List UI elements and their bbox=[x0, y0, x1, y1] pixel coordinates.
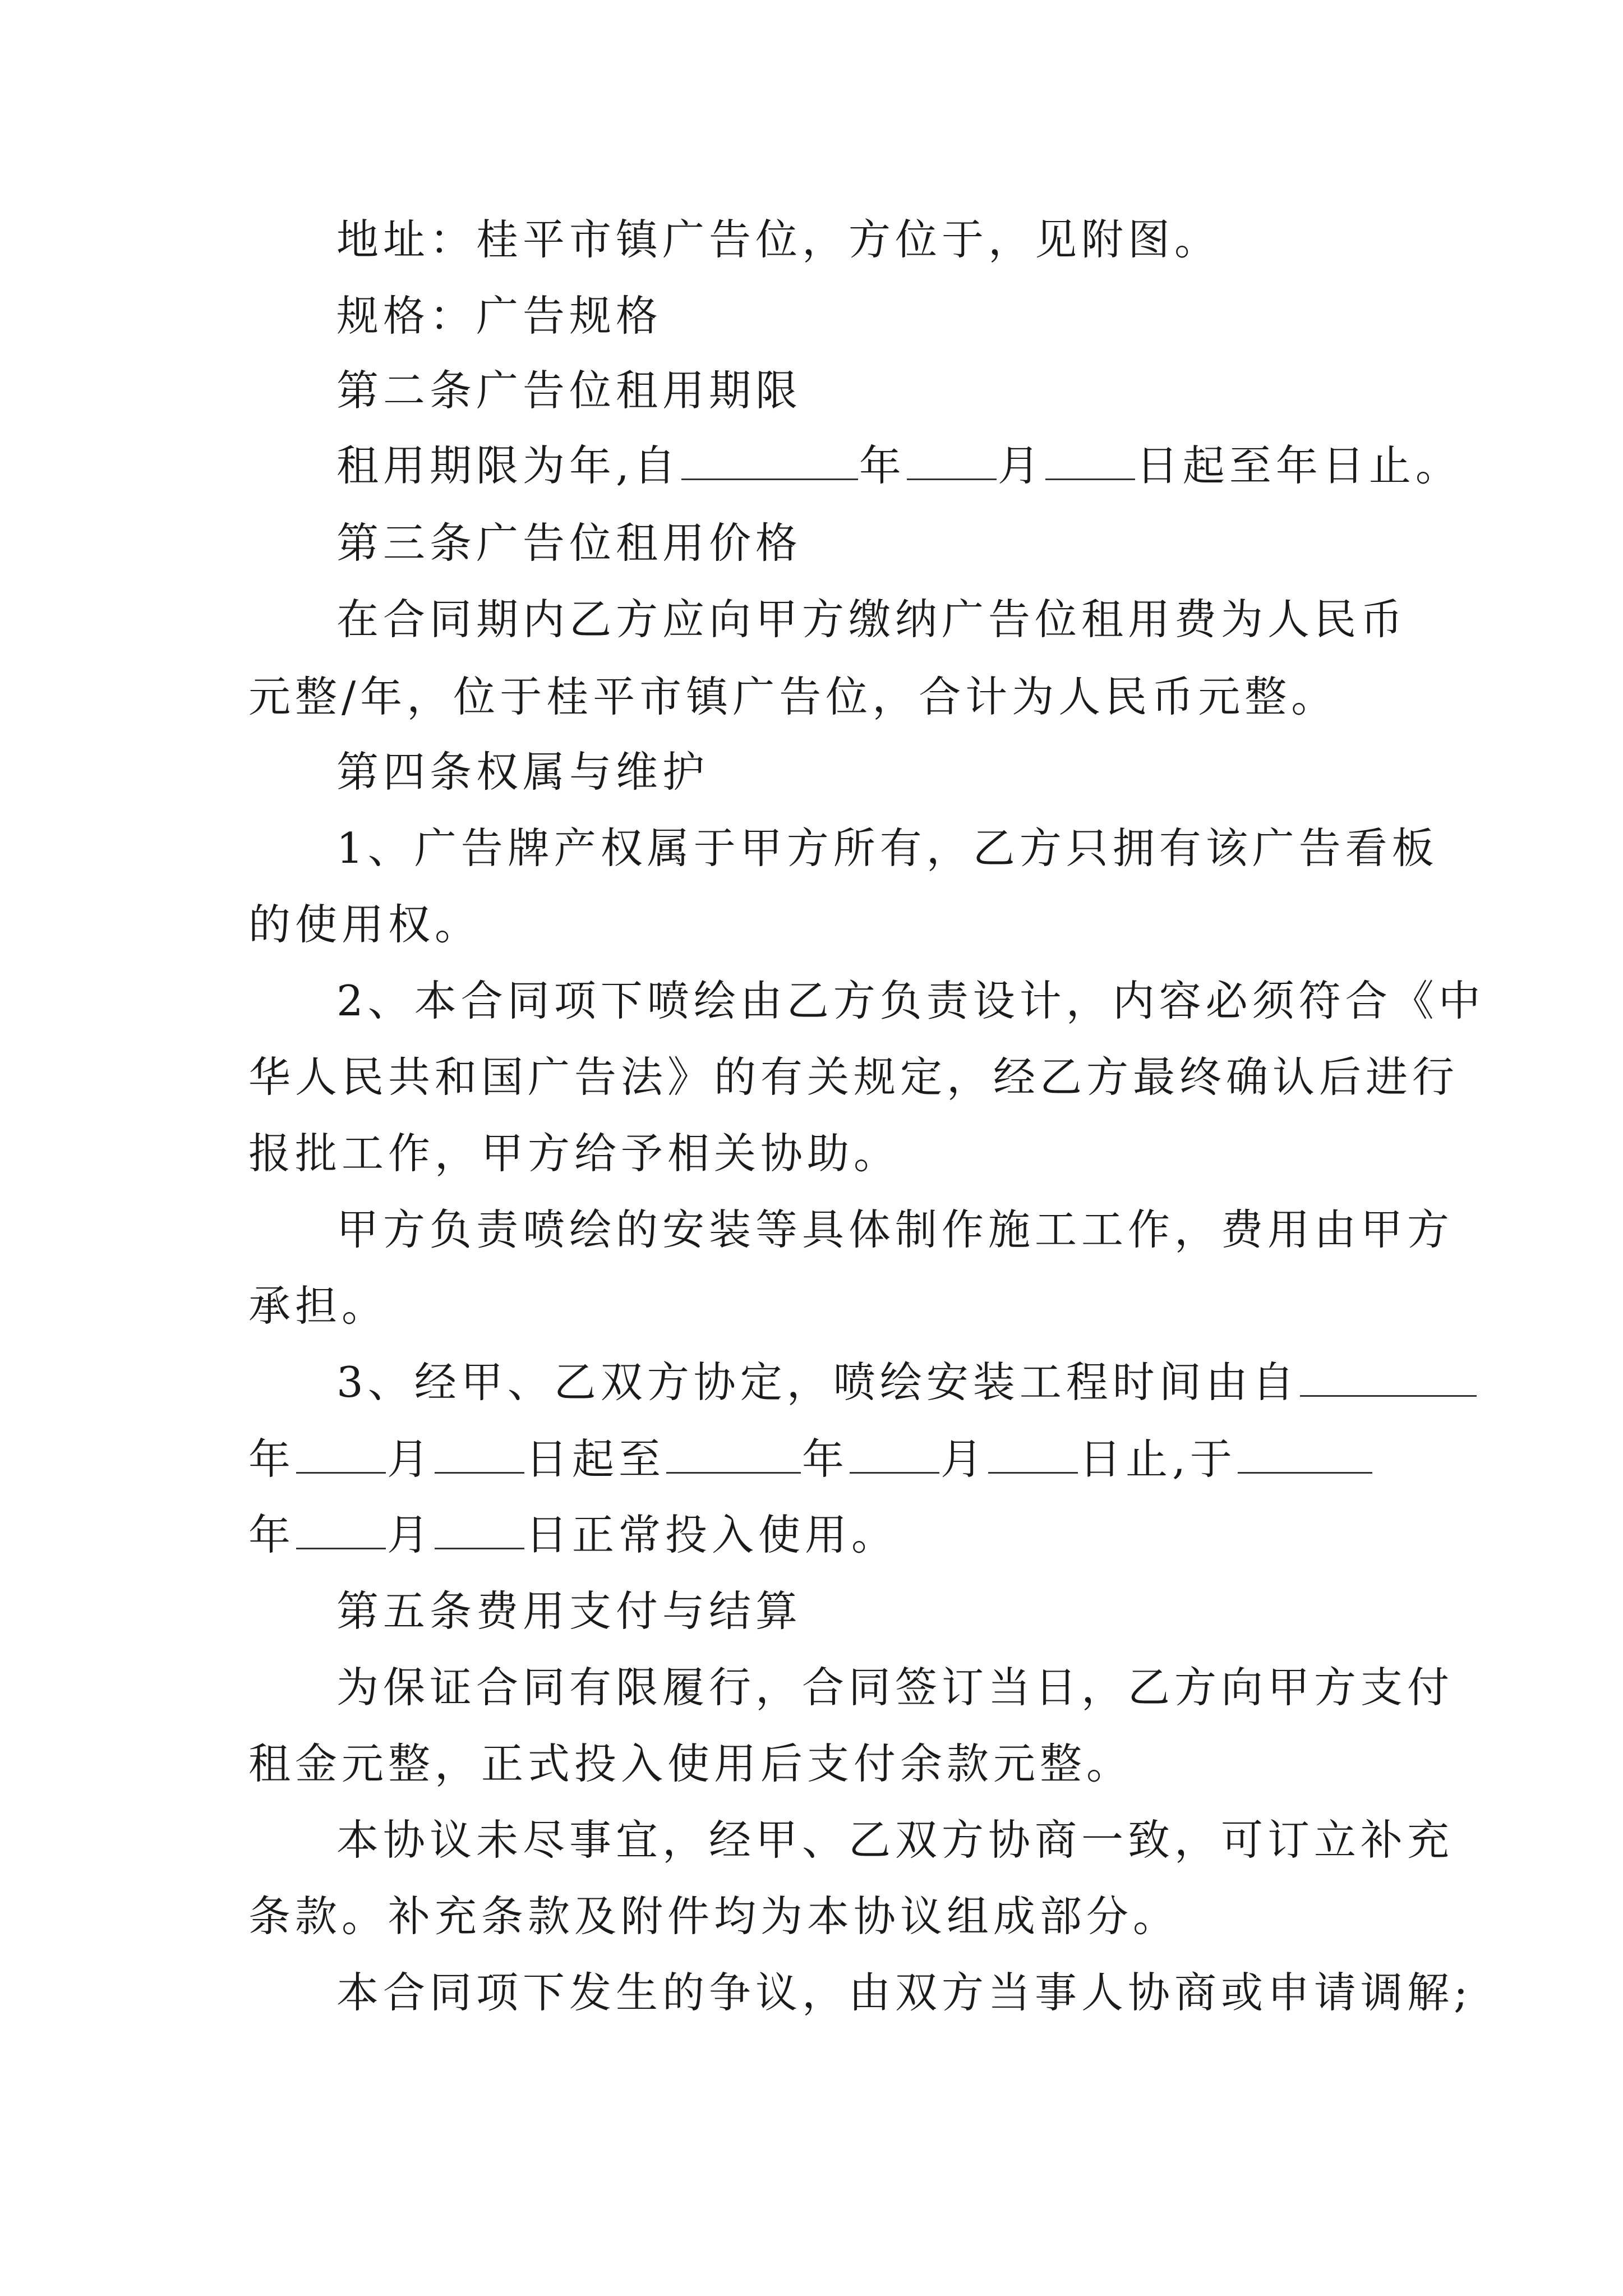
price-line-1: 在合同期内乙方应向甲方缴纳广告位租用费为人民币 bbox=[336, 595, 1408, 644]
month-blank bbox=[907, 443, 997, 480]
month-label: 月 bbox=[997, 441, 1044, 490]
month-blank bbox=[296, 1436, 386, 1474]
year-label: 年 bbox=[802, 1434, 849, 1484]
clause-2-line-3: 报批工作，甲方给予相关协助。 bbox=[248, 1129, 901, 1178]
day-blank bbox=[988, 1436, 1078, 1474]
install-line-2: 承担。 bbox=[248, 1281, 389, 1331]
dispute-line: 本合同项下发生的争议，由双方当事人协商或申请调解; bbox=[336, 1968, 1473, 2017]
year-label: 年 bbox=[859, 441, 906, 490]
lease-term-end-text: 日起至年日止。 bbox=[1136, 441, 1462, 490]
article-4-heading: 第四条权属与维护 bbox=[336, 747, 709, 797]
end-year-blank bbox=[666, 1436, 801, 1474]
payment-line-2: 租金元整，正式投入使用后支付余款元整。 bbox=[248, 1739, 1133, 1788]
year-blank bbox=[681, 443, 858, 480]
day-end-label: 日止,于 bbox=[1079, 1434, 1237, 1484]
article-5-heading: 第五条费用支付与结算 bbox=[336, 1586, 803, 1636]
supplement-line-1: 本协议未尽事宜，经甲、乙双方协商一致，可订立补充 bbox=[336, 1815, 1454, 1865]
month-blank bbox=[296, 1512, 386, 1549]
lease-term-text: 租用期限为年,自 bbox=[336, 441, 680, 490]
year-label: 年 bbox=[248, 1510, 296, 1559]
article-3-heading: 第三条广告位租用价格 bbox=[336, 518, 803, 568]
clause-3-text: 3、经甲、乙双方协定，喷绘安装工程时间由自 bbox=[336, 1358, 1299, 1407]
use-year-blank bbox=[1238, 1436, 1372, 1474]
article-2-heading: 第二条广告位租用期限 bbox=[336, 366, 803, 415]
price-line-2: 元整/年，位于桂平市镇广告位，合计为人民币元整。 bbox=[248, 672, 1338, 721]
clause-2-line-2: 华人民共和国广告法》的有关规定，经乙方最终确认后进行 bbox=[248, 1052, 1459, 1102]
supplement-line-2: 条款。补充条款及附件均为本协议组成部分。 bbox=[248, 1892, 1180, 1941]
address-line: 地址：桂平市镇广告位，方位于，见附图。 bbox=[336, 215, 1221, 264]
start-year-blank bbox=[1300, 1359, 1477, 1397]
month-label: 月 bbox=[940, 1434, 988, 1484]
month-label: 月 bbox=[387, 1434, 434, 1484]
clause-1-line-1: 1、广告牌产权属于甲方所有，乙方只拥有该广告看板 bbox=[336, 823, 1438, 873]
lease-term-line bbox=[336, 438, 1462, 494]
spec-line: 规格：广告规格 bbox=[336, 291, 663, 341]
install-line-1: 甲方负责喷绘的安装等具体制作施工工作，费用由甲方 bbox=[336, 1205, 1454, 1254]
clause-2-line-1: 2、本合同项下喷绘由乙方负责设计，内容必须符合《中 bbox=[336, 976, 1485, 1025]
month-label: 月 bbox=[387, 1510, 434, 1559]
clause-3-line-1 bbox=[336, 1354, 1478, 1410]
clause-3-line-3 bbox=[248, 1507, 898, 1563]
year-label: 年 bbox=[248, 1434, 296, 1484]
in-use-text: 日正常投入使用。 bbox=[525, 1510, 898, 1559]
month-blank bbox=[850, 1436, 939, 1474]
day-blank bbox=[435, 1512, 524, 1549]
day-to-label: 日起至 bbox=[525, 1434, 666, 1484]
clause-3-line-2 bbox=[248, 1431, 1373, 1487]
day-blank bbox=[1045, 443, 1135, 480]
day-blank bbox=[435, 1436, 524, 1474]
payment-line-1: 为保证合同有限履行，合同签订当日，乙方向甲方支付 bbox=[336, 1663, 1454, 1712]
clause-1-line-2: 的使用权。 bbox=[248, 900, 482, 949]
